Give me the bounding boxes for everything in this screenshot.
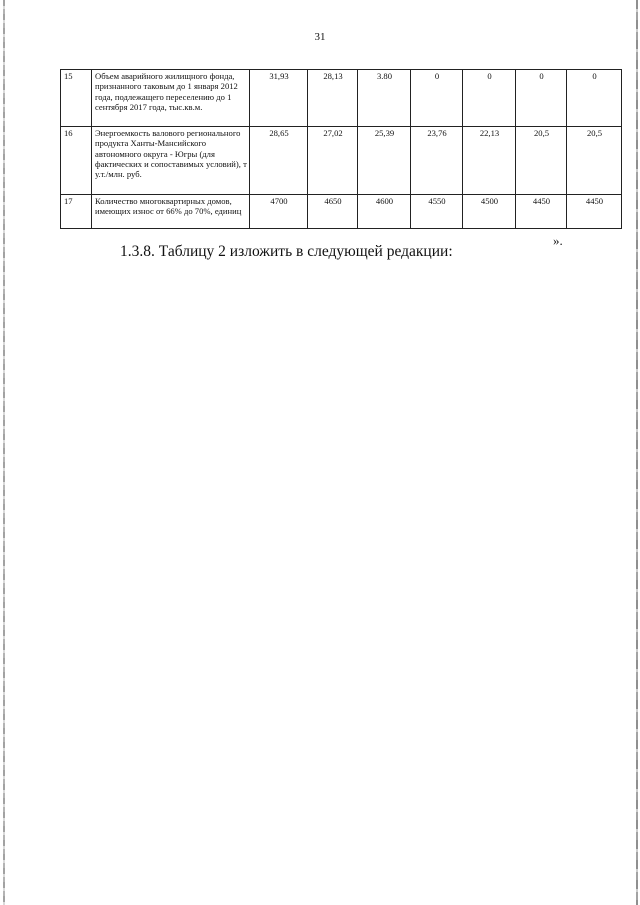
value-cell: 4450 xyxy=(567,195,622,229)
value-cell: 0 xyxy=(567,70,622,127)
value-cell: 4600 xyxy=(358,195,411,229)
scan-edge-left xyxy=(3,0,5,905)
instruction-paragraph: 1.3.8. Таблицу 2 изложить в следующей редакции: xyxy=(120,243,453,260)
value-cell: 23,76 xyxy=(411,127,463,195)
data-table xyxy=(60,69,622,229)
page-number: 31 xyxy=(314,31,326,43)
value-cell: 4550 xyxy=(411,195,463,229)
value-cell: 31,93 xyxy=(250,70,308,127)
value-cell: 0 xyxy=(463,70,516,127)
value-cell: 25,39 xyxy=(358,127,411,195)
scan-edge-right xyxy=(636,0,638,905)
value-cell: 4500 xyxy=(463,195,516,229)
row-number: 17 xyxy=(61,195,92,229)
value-cell: 3.80 xyxy=(358,70,411,127)
indicator-name: Энергоемкость валового регионального продукта Ханты-Мансийского автономного округа - Югры (для фактических и сопоставимых условий), т у.т./млн. руб. xyxy=(92,127,250,195)
table-row-15 xyxy=(61,70,622,127)
value-cell: 22,13 xyxy=(463,127,516,195)
table-row-17 xyxy=(61,195,622,229)
value-cell: 27,02 xyxy=(308,127,358,195)
value-cell: 0 xyxy=(516,70,567,127)
indicator-name: Количество многоквартирных домов, имеющих износ от 66% до 70%, единиц xyxy=(92,195,250,229)
value-cell: 4450 xyxy=(516,195,567,229)
value-cell: 0 xyxy=(411,70,463,127)
table-row-16 xyxy=(61,127,622,195)
row-number: 16 xyxy=(61,127,92,195)
value-cell: 20,5 xyxy=(567,127,622,195)
indicator-name: Объем аварийного жилищного фонда, признанного таковым до 1 января 2012 года, подлежащего переселению до 1 сентября 2017 года, тыс.кв.м. xyxy=(92,70,250,127)
value-cell: 28,65 xyxy=(250,127,308,195)
value-cell: 4700 xyxy=(250,195,308,229)
value-cell: 28,13 xyxy=(308,70,358,127)
value-cell: 4650 xyxy=(308,195,358,229)
value-cell: 20,5 xyxy=(516,127,567,195)
closing-quote-mark: ». xyxy=(553,233,563,248)
row-number: 15 xyxy=(61,70,92,127)
